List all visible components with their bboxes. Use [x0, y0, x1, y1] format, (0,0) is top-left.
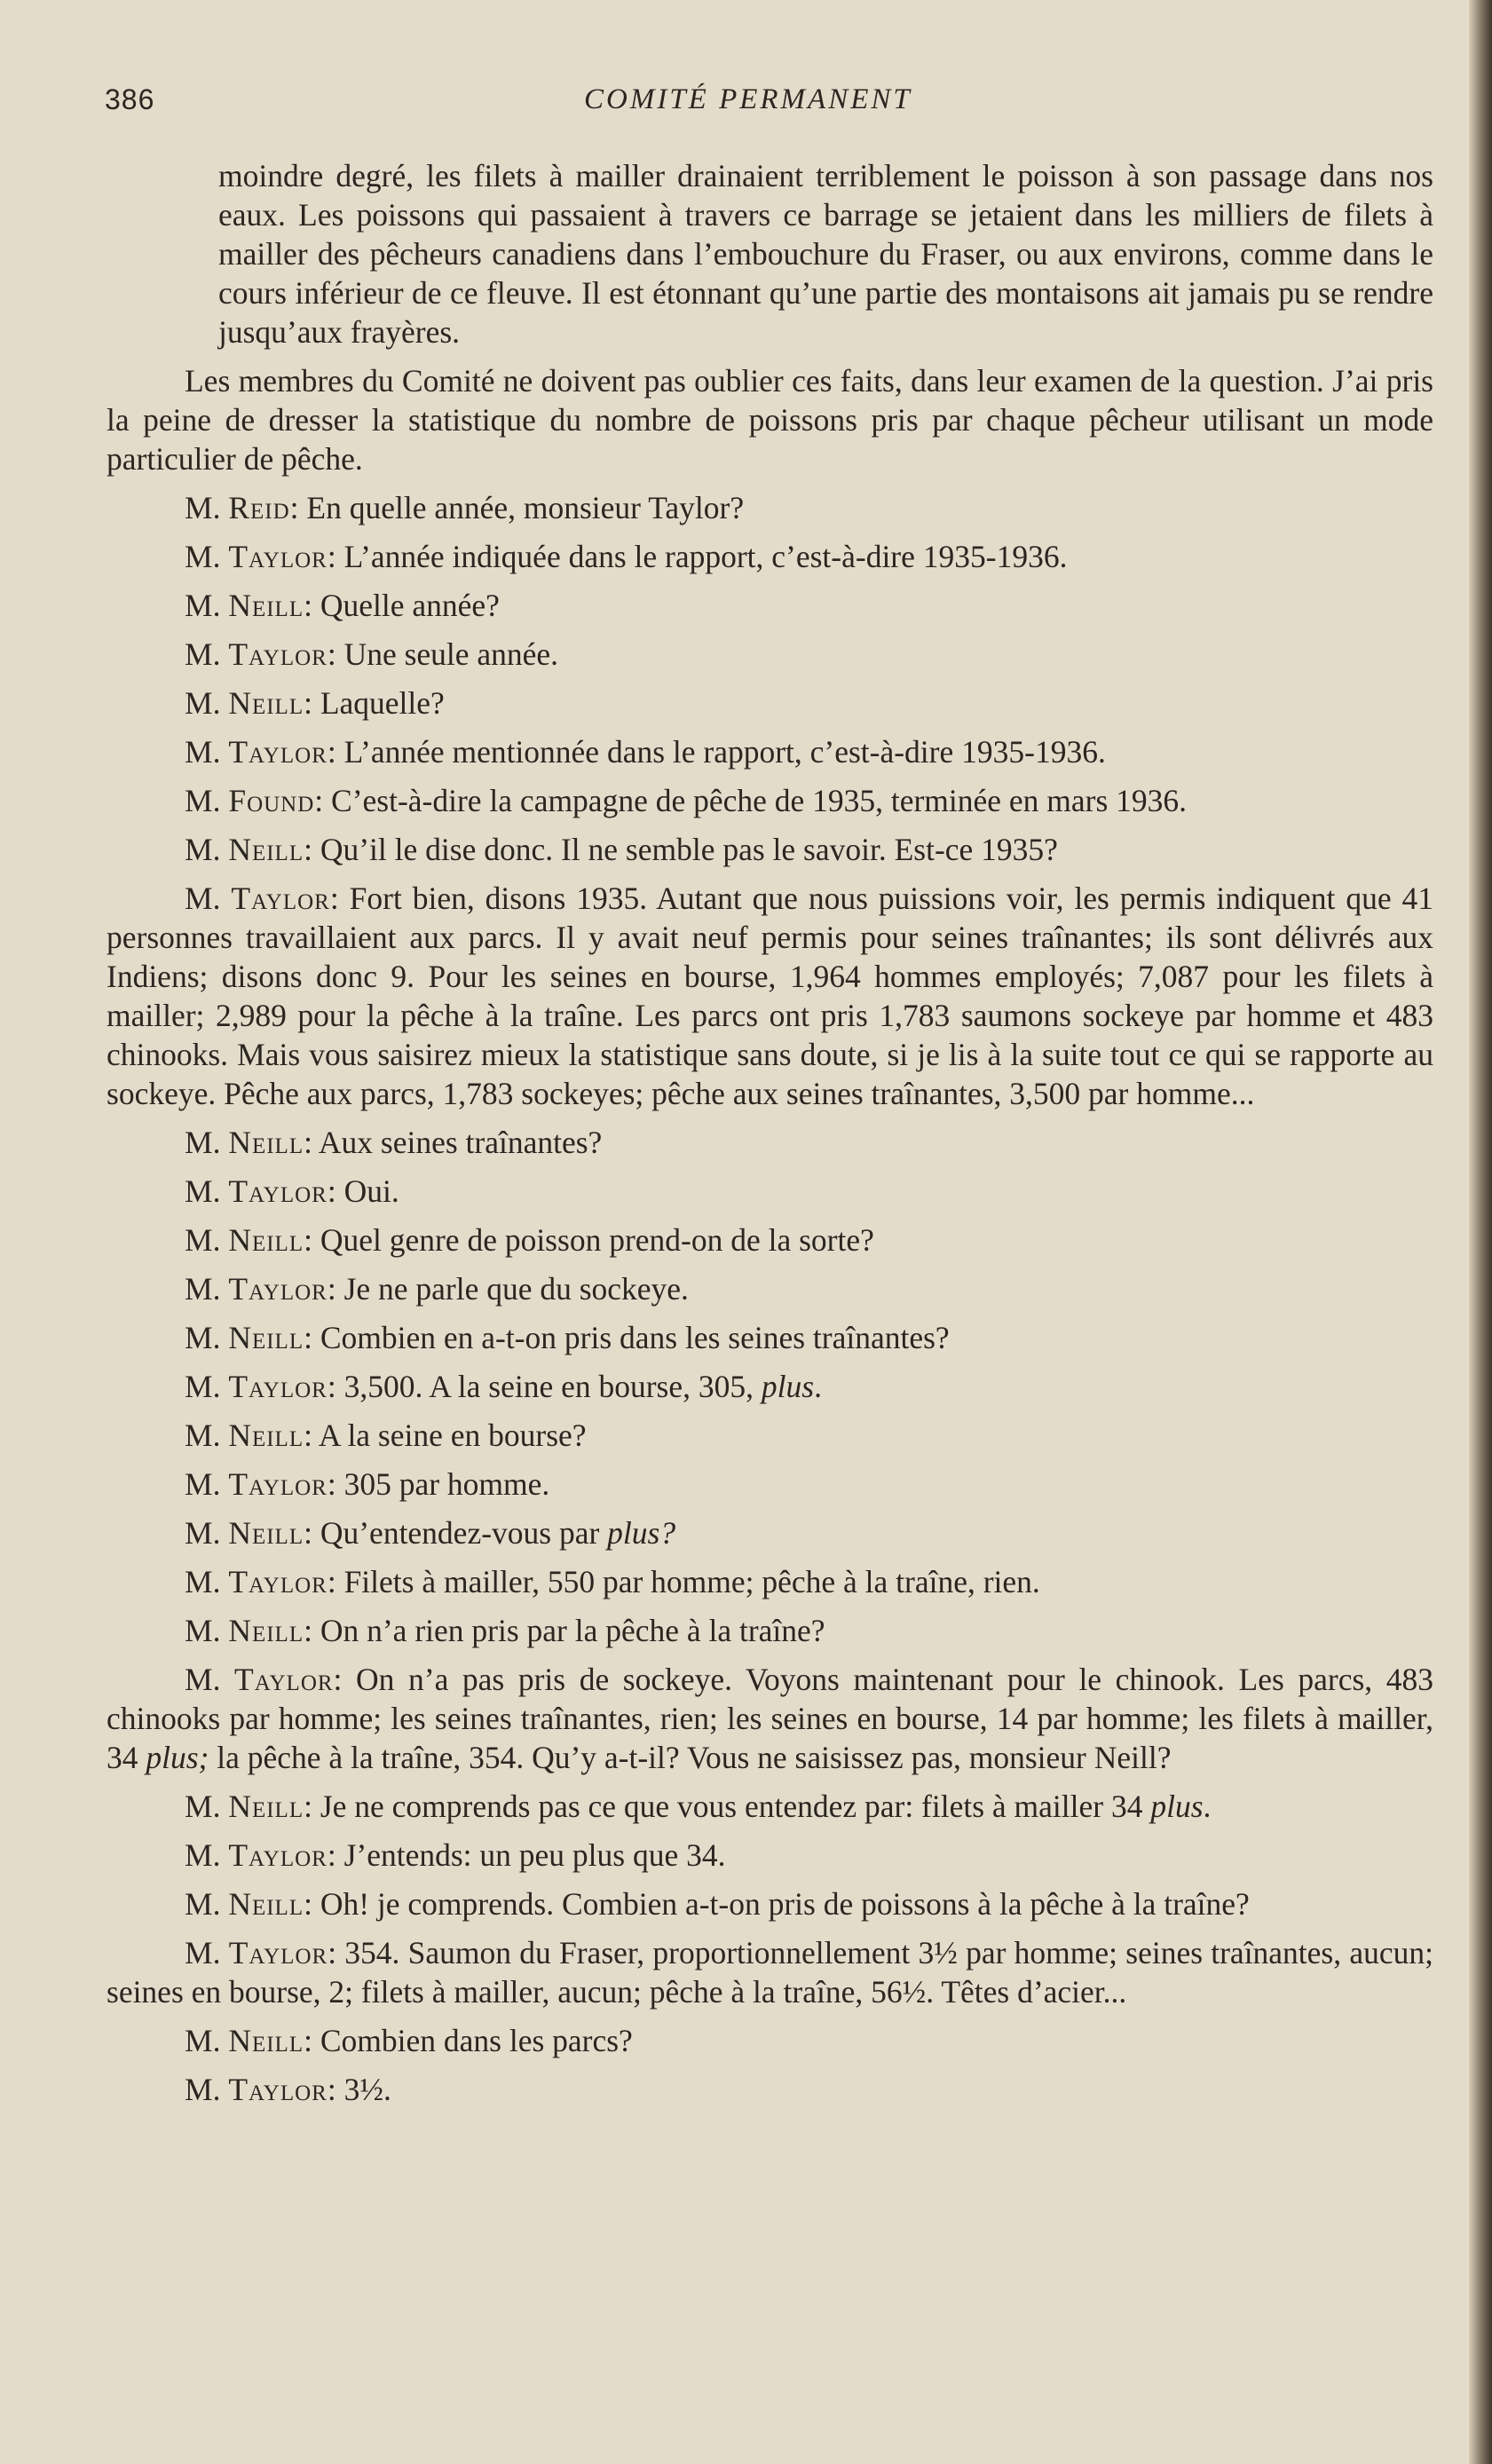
paragraph [218, 156, 1433, 351]
dialogue-text-end: la pêche à la traîne, 354. Qu’y a-t-il? Vous ne saisissez pas, monsieur Neill? [209, 1740, 1172, 1775]
speaker-name: Neill [228, 1789, 304, 1824]
italic-text: plus; [146, 1740, 209, 1775]
dialogue-text: : En quelle année, monsieur Taylor? [289, 490, 745, 525]
speaker-name: Taylor [228, 636, 328, 672]
italic-text: plus [1150, 1789, 1204, 1824]
speaker-name: Taylor [228, 1466, 328, 1502]
dialogue-text: : Quelle année? [304, 588, 500, 623]
speaker-prefix: M. [185, 1125, 229, 1160]
speaker-prefix: M. [185, 1837, 229, 1873]
dialogue-text: : On n’a pas pris de sockeye. Voyons maintenant pour le chinook. Les parcs, 483 chinooks par homme; les seines traînantes, rien; les seines en bourse, 14 par homme; les filets à mailler, 34 [107, 1662, 1433, 1775]
speaker-prefix: M. [185, 1369, 229, 1404]
speaker-name: Neill [228, 588, 304, 623]
dialogue-text: : Filets à mailler, 550 par homme; pêche à la traîne, rien. [327, 1564, 1040, 1599]
dialogue-line [107, 1172, 1433, 1211]
speaker-prefix: M. [185, 1613, 229, 1648]
page-edge-shadow [1469, 0, 1492, 2464]
dialogue-line [107, 1269, 1433, 1308]
dialogue-text: : 354. Saumon du Fraser, proportionnellement 3½ par homme; seines traînantes, aucun; seines en bourse, 2; filets à mailler, aucun; pêche à la traîne, 56½. Têtes d’acier... [107, 1935, 1433, 2010]
speaker-prefix: M. [185, 1662, 235, 1697]
dialogue-text: : Qu’il le dise donc. Il ne semble pas le savoir. Est-ce 1935? [304, 832, 1058, 867]
speaker-prefix: M. [185, 1320, 229, 1355]
italic-text: plus? [607, 1515, 676, 1551]
dialogue-text: : Je ne parle que du sockeye. [327, 1271, 689, 1307]
dialogue-text: : Oh! je comprends. Combien a-t-on pris de poissons à la pêche à la traîne? [304, 1886, 1250, 1922]
dialogue-text-end: . [1203, 1789, 1212, 1824]
dialogue-line [107, 1836, 1433, 1875]
speaker-name: Taylor [228, 1564, 328, 1599]
dialogue-text: : On n’a rien pris par la pêche à la traîne? [304, 1613, 825, 1648]
dialogue-line [107, 1787, 1433, 1826]
dialogue-line [107, 1416, 1433, 1455]
speaker-prefix: M. [185, 783, 229, 818]
dialogue-line [107, 1513, 1433, 1552]
dialogue-line [107, 830, 1433, 869]
dialogue-line [107, 879, 1433, 1113]
speaker-prefix: M. [185, 1271, 229, 1307]
speaker-prefix: M. [185, 1886, 229, 1922]
speaker-name: Neill [228, 1125, 304, 1160]
dialogue-line [107, 635, 1433, 674]
dialogue-line [107, 1465, 1433, 1504]
dialogue-text: : Quel genre de poisson prend-on de la sorte? [304, 1222, 874, 1258]
dialogue-text: : A la seine en bourse? [304, 1418, 587, 1453]
speaker-name: Neill [228, 1222, 304, 1258]
dialogue-line [107, 1318, 1433, 1357]
speaker-prefix: M. [185, 1173, 229, 1209]
speaker-name: Taylor [231, 881, 330, 916]
paragraph-text: Les membres du Comité ne doivent pas oublier ces faits, dans leur examen de la question. J’ai pris la peine de dresser la statistique du nombre de poissons pris par chaque pêcheur utilisant un mode particulier de pêche. [107, 363, 1433, 477]
page-header [98, 80, 1447, 124]
speaker-prefix: M. [185, 734, 229, 770]
paragraph [107, 361, 1433, 478]
dialogue-line [107, 1884, 1433, 1923]
dialogue-line [107, 1123, 1433, 1162]
dialogue-line [107, 1220, 1433, 1260]
dialogue-line [107, 2070, 1433, 2109]
dialogue-line [107, 488, 1433, 527]
speaker-prefix: M. [185, 832, 229, 867]
speaker-name: Taylor [234, 1662, 334, 1697]
speaker-name: Taylor [228, 1271, 328, 1307]
dialogue-line [107, 683, 1433, 723]
dialogue-text: : Fort bien, disons 1935. Autant que nous puissions voir, les permis indiquent que 41 personnes travaillaient aux parcs. Il y avait neuf permis pour seines traînantes; ils sont délivrés aux Indiens; disons donc 9. Pour les seines en bourse, 1,964 hommes employés; 7,087 pour les filets à mailler; 2,989 pour la pêche à la traîne. Les parcs ont pris 1,783 saumons sockeye par homme et 483 chinooks. Mais vous saisirez mieux la statistique sans doute, si je lis à la suite tout ce qui se rapporte au sockeye. Pêche aux parcs, 1,783 sockeyes; pêche aux seines traînantes, 3,500 par homme... [107, 881, 1433, 1111]
dialogue-text-end: . [814, 1369, 822, 1404]
speaker-name: Taylor [228, 1837, 328, 1873]
speaker-prefix: M. [185, 636, 229, 672]
speaker-prefix: M. [185, 1935, 229, 1970]
body-text [107, 156, 1433, 2119]
speaker-name: Taylor [228, 734, 328, 770]
dialogue-text: : Laquelle? [304, 685, 445, 721]
speaker-name: Neill [228, 1886, 304, 1922]
dialogue-line [107, 1933, 1433, 2011]
speaker-prefix: M. [185, 1789, 229, 1824]
page-number: 386 [105, 83, 155, 115]
speaker-name: Taylor [228, 539, 328, 574]
speaker-prefix: M. [185, 685, 229, 721]
speaker-prefix: M. [185, 1222, 229, 1258]
dialogue-line [107, 781, 1433, 820]
dialogue-text: : Oui. [327, 1173, 399, 1209]
dialogue-text: : Une seule année. [327, 636, 559, 672]
dialogue-line [107, 1367, 1433, 1406]
dialogue-text: : C’est-à-dire la campagne de pêche de 1935, terminée en mars 1936. [314, 783, 1188, 818]
speaker-name: Reid [228, 490, 290, 525]
speaker-name: Taylor [228, 1935, 328, 1970]
speaker-name: Neill [228, 1418, 304, 1453]
dialogue-text: : Aux seines traînantes? [304, 1125, 603, 1160]
dialogue-text: : L’année mentionnée dans le rapport, c’est-à-dire 1935-1936. [327, 734, 1106, 770]
speaker-name: Neill [228, 2023, 304, 2058]
speaker-prefix: M. [185, 1466, 229, 1502]
speaker-prefix: M. [185, 2072, 229, 2107]
running-head: COMITÉ PERMANENT [584, 83, 912, 115]
dialogue-line [107, 1611, 1433, 1650]
speaker-name: Neill [228, 832, 304, 867]
speaker-name: Neill [228, 1515, 304, 1551]
dialogue-line [107, 1660, 1433, 1777]
dialogue-line [107, 537, 1433, 576]
speaker-name: Neill [228, 1320, 304, 1355]
speaker-prefix: M. [185, 881, 232, 916]
speaker-prefix: M. [185, 1515, 229, 1551]
dialogue-line [107, 1562, 1433, 1601]
speaker-prefix: M. [185, 2023, 229, 2058]
dialogue-text: : Je ne comprends pas ce que vous entendez par: filets à mailler 34 [304, 1789, 1151, 1824]
speaker-name: Neill [228, 1613, 304, 1648]
dialogue-text: : Qu’entendez-vous par [304, 1515, 608, 1551]
speaker-name: Found [228, 783, 315, 818]
dialogue-line [107, 732, 1433, 771]
speaker-prefix: M. [185, 490, 229, 525]
speaker-name: Taylor [228, 1369, 328, 1404]
dialogue-text: : Combien en a-t-on pris dans les seines traînantes? [304, 1320, 950, 1355]
speaker-prefix: M. [185, 1418, 229, 1453]
dialogue-text: : J’entends: un peu plus que 34. [327, 1837, 726, 1873]
speaker-name: Neill [228, 685, 304, 721]
speaker-name: Taylor [228, 2072, 328, 2107]
dialogue-text: : 305 par homme. [327, 1466, 550, 1502]
speaker-prefix: M. [185, 539, 229, 574]
dialogue-text: : 3½. [327, 2072, 391, 2107]
paragraph-text: moindre degré, les filets à mailler drainaient terriblement le poisson à son passage dans nos eaux. Les poissons qui passaient à travers ce barrage se jetaient dans les milliers de filets à mailler des pêcheurs canadiens dans l’embouchure du Fraser, ou aux environs, comme dans le cours inférieur de ce fleuve. Il est étonnant qu’une partie des montaisons ait jamais pu se rendre jusqu’aux frayères. [218, 158, 1433, 350]
speaker-prefix: M. [185, 588, 229, 623]
dialogue-line [107, 2021, 1433, 2060]
speaker-name: Taylor [228, 1173, 328, 1209]
dialogue-text: : L’année indiquée dans le rapport, c’est-à-dire 1935-1936. [327, 539, 1068, 574]
dialogue-text: : 3,500. A la seine en bourse, 305, [327, 1369, 762, 1404]
speaker-prefix: M. [185, 1564, 229, 1599]
dialogue-line [107, 586, 1433, 625]
italic-text: plus [761, 1369, 815, 1404]
dialogue-text: : Combien dans les parcs? [304, 2023, 633, 2058]
